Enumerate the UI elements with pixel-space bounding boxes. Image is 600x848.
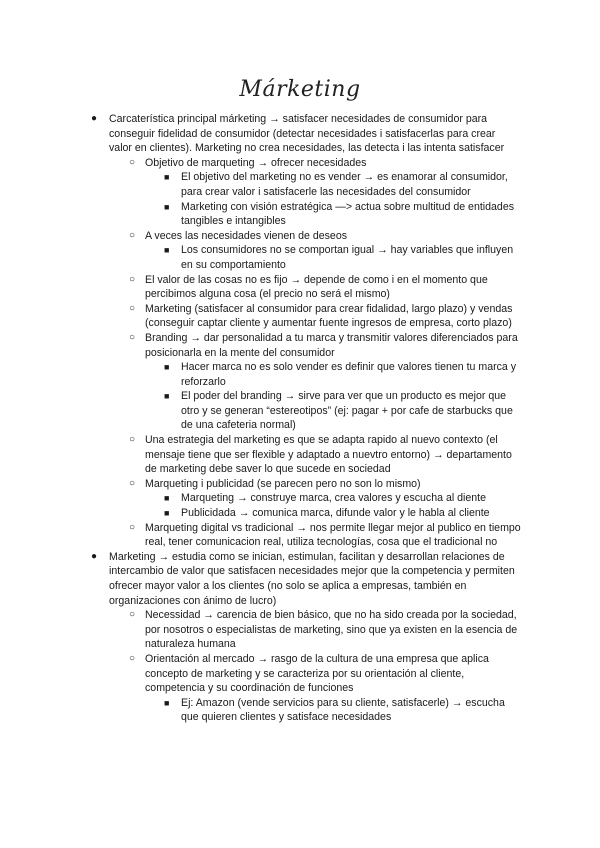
bullet-item-level-2 <box>0 229 600 244</box>
bullet-marker-icon: ○ <box>129 331 136 343</box>
bullet-item-level-3 <box>0 243 600 272</box>
bullet-text: El objetivo del marketing no es vender → es enamorar al consumidor, para crear valor i satisfacerle las necesidades del consumidor <box>181 171 508 198</box>
bullet-item-level-3 <box>0 360 600 389</box>
bullet-item-level-3 <box>0 170 600 199</box>
bullet-text: Hacer marca no es solo vender es definir que valores tienen tu marca y reforzarlo <box>181 361 517 388</box>
bullet-text: El valor de las cosas no es fijo → depende de como i en el momento que percibimos alguna cosa (el precio no será el mismo) <box>145 273 488 301</box>
bullet-text: Marketing con visión estratégica —> actua sobre multitud de entidades tangibles e intangibles <box>181 200 515 228</box>
bullet-item-level-2 <box>0 608 600 652</box>
bullet-marker-icon: ■ <box>164 172 170 183</box>
bullet-text: Una estrategia del marketing es que se adapta rapido al nuevo contexto (el mensaje tiene que ser flexible y adaptado a nuevtro entorno) → departamento de marketing debe saver lo que sucede en sociedad <box>145 434 512 476</box>
bullet-text: Orientación al mercado → rasgo de la cultura de una empresa que aplica concepto de marketing y se caracteriza por su orientación al cliente, competencia y su coordinación de funciones <box>145 652 489 695</box>
bullet-marker-icon: ○ <box>129 609 136 621</box>
bullet-text: Marqueting digital vs tradicional → nos permite llegar mejor al publico en tiempo real, tener comunicacion real, utiliza tecnologías, cosa que el tradicional no <box>145 521 521 549</box>
bullet-text: Publicidada → comunica marca, difunde valor y le habla al cliente <box>181 507 490 520</box>
bullet-marker-icon: ■ <box>164 362 170 373</box>
bullet-item-level-2 <box>0 273 600 302</box>
bullet-text: Objetivo de marqueting → ofrecer necesidades <box>145 156 367 169</box>
bullet-text: Marketing → estudia como se inician, estimulan, facilitan y desarrollan relaciones de intercambio de valor que satisfacen necesidades mejor que la competencia y permiten ofrecer mayor valor a los clientes (no solo se aplica a empresas, también en organizaciones con ánimo de lucro) <box>109 550 515 607</box>
bullet-item-level-2 <box>0 652 600 696</box>
bullet-marker-icon: ■ <box>164 391 170 402</box>
bullet-marker-icon: ● <box>91 113 98 124</box>
bullet-marker-icon: ○ <box>129 156 136 168</box>
bullet-text: Marketing (satisfacer al consumidor para crear fidalidad, largo plazo) y vendas (conseguir captar cliente y aumentar fuente ingresos de empresa, corto plazo) <box>145 302 513 330</box>
bullet-text: A veces las necesidades vienen de deseos <box>145 229 348 242</box>
bullet-item-level-2 <box>0 433 600 477</box>
bullet-marker-icon: ○ <box>129 652 136 664</box>
bullet-item-level-1 <box>0 112 600 156</box>
bullet-item-level-2 <box>0 477 600 492</box>
bullet-text: Ej: Amazon (vende servicios para su cliente, satisfacerle) → escucha que quieren clientes y satisface necesidades <box>181 696 505 724</box>
bullet-marker-icon: ■ <box>164 201 170 212</box>
notes-list <box>0 112 600 725</box>
bullet-marker-icon: ○ <box>129 229 136 241</box>
bullet-text: Marqueting → construye marca, crea valores y escucha al diente <box>181 492 487 505</box>
bullet-text: Marqueting i publicidad (se parecen pero no son lo mismo) <box>145 477 421 490</box>
bullet-marker-icon: ○ <box>129 302 136 314</box>
bullet-item-level-2 <box>0 156 600 171</box>
bullet-marker-icon: ■ <box>164 245 170 256</box>
page-title: Márketing <box>239 77 361 102</box>
bullet-item-level-1 <box>0 550 600 608</box>
bullet-item-level-2 <box>0 331 600 360</box>
bullet-text: Los consumidores no se comportan igual → hay variables que influyen en su comportamiento <box>181 244 514 271</box>
bullet-marker-icon: ○ <box>129 273 136 285</box>
bullet-item-level-3 <box>0 506 600 521</box>
bullet-marker-icon: ○ <box>129 521 136 533</box>
bullet-marker-icon: ■ <box>164 697 170 708</box>
bullet-item-level-3 <box>0 696 600 725</box>
bullet-item-level-3 <box>0 389 600 433</box>
bullet-text: Branding → dar personalidad a tu marca y transmitir valores diferenciados para posicionarla en la mente del consumidor <box>145 331 518 359</box>
bullet-marker-icon: ○ <box>129 434 136 446</box>
bullet-text: Carcaterística principal márketing → satisfacer necesidades de consumidor para conseguir fidelidad de consumidor (detectar necesidades i satisfacerlas para crear valor en clientes). Marketing no crea necesidades, las detecta i las intenta satisfacer <box>109 113 505 155</box>
bullet-text: El poder del branding → sirve para ver que un producto es mejor que otro y se generan “estereotipos” (ej: pagar + por cafe de starbucks que de una cafeteria normal) <box>181 390 513 432</box>
bullet-text: Necessidad → carencia de bien básico, que no ha sido creada por la sociedad, por nosotros o especialistas de marketing, sino que ya existen en la esencia de naturaleza humana <box>145 609 518 651</box>
bullet-marker-icon: ■ <box>164 493 170 504</box>
bullet-item-level-3 <box>0 200 600 229</box>
bullet-item-level-2 <box>0 521 600 550</box>
bullet-marker-icon: ○ <box>129 477 136 489</box>
bullet-item-level-3 <box>0 491 600 506</box>
bullet-marker-icon: ● <box>91 550 98 562</box>
bullet-marker-icon: ■ <box>164 508 170 519</box>
bullet-item-level-2 <box>0 302 600 331</box>
